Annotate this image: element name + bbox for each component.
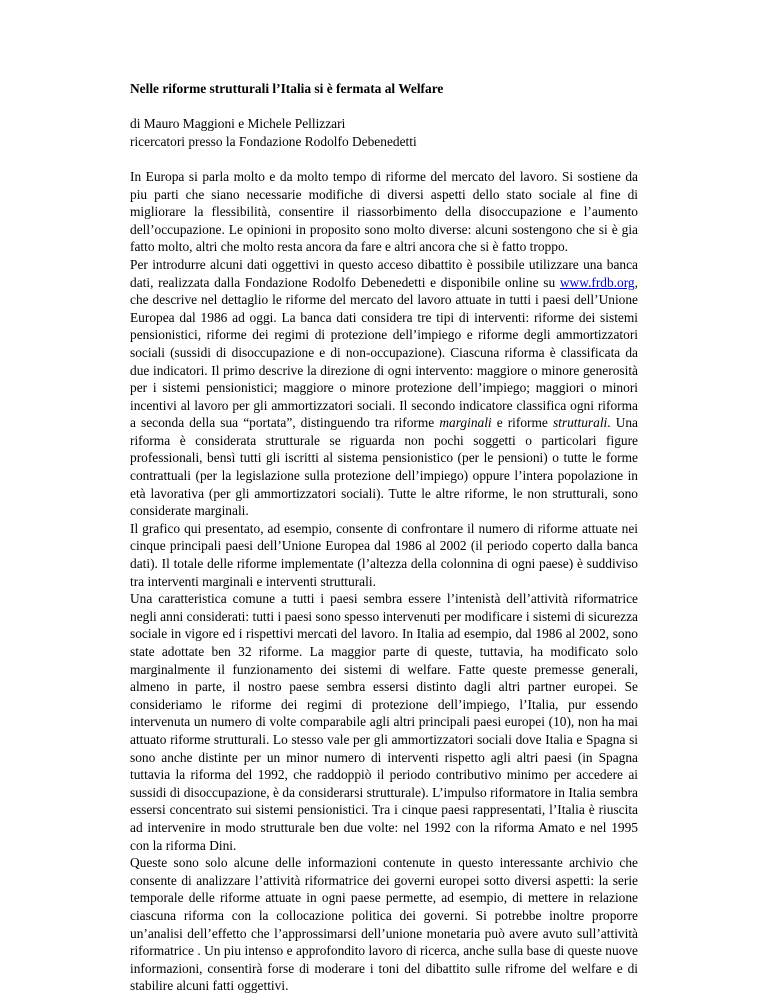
term-strutturali: strutturali xyxy=(552,415,608,431)
byline: di Mauro Maggioni e Michele Pellizzari xyxy=(130,116,346,132)
paragraph-chart: Il grafico qui presentato, ad esempio, consente di confrontare il numero di riforme attuate nei cinque principali paesi dell’Unione Europea dal 1986 al 2002 (il periodo coperto dalla banca dati). Il totale delle riforme implementate (l’altezza della colonnina di ogni paese) è suddiviso tra interventi marginali e interventi strutturali. xyxy=(130,520,638,589)
frdb-link[interactable]: www.frdb.org xyxy=(559,274,635,290)
term-marginali: marginali xyxy=(439,415,492,431)
author-block xyxy=(130,115,638,150)
paragraph-database xyxy=(130,256,638,520)
paragraph-database-text-d: . Una riforma è considerata strutturale se riguarda non pochi soggetti o particolari figure professionali, bensì tutti gli iscritti al sistema pensionistico (per le pensioni) o tutte le forme contrattuali (per la legislazione sulla protezione dell’impiego) oppure l’intera popolazione in età lavorativa (per gli ammortizzatori sociali). Tutte le altre riforme, le non strutturali, sono considerate marginali. xyxy=(130,415,639,519)
paragraph-conclusion: Queste sono solo alcune delle informazioni contenute in questo interessante archivio che consente di analizzare l’attività riformatrice dei governi europei sotto diversi aspetti: la serie temporale delle riforme attuate in ogni paese permette, ad esempio, di mettere in relazione ciascuna riforma con la collocazione politica dei governi. Si potrebbe inoltre proporre un’analisi dell’effetto che l’approssimarsi dell’unione monetaria può avere avuto sull’attività riformatrice . Un piu intenso e approfondito lavoro di ricerca, anche sulla base di queste nuove informazioni, consentirà forse di moderare i toni del dibattito sulle rifrome del welfare e di stabilire alcuni fatti oggettivi. xyxy=(130,855,638,994)
affiliation: ricercatori presso la Fondazione Rodolfo Debenedetti xyxy=(130,133,417,149)
paragraph-intro: In Europa si parla molto e da molto tempo di riforme del mercato del lavoro. Si sostiene da piu parti che siano necessarie modifiche di diversi aspetti dello stato sociale al fine di migliorare la flessibilità, consentire il riassorbimento della disoccupazione e l’aumento dell’occupazione. Le opinioni in proposito sono molto diverse: alcuni sostengono che si è gia fatto molto, altri che molto resta ancora da fare e altri ancora che si è fatto troppo. xyxy=(130,168,638,255)
document-page xyxy=(130,80,638,995)
paragraph-analysis: Una caratteristica comune a tutti i paesi sembra essere l’intenistà dell’attività riformatrice negli anni considerati: tutti i paesi sono spesso intervenuti per modificare i sistemi di sicurezza sociale in vigore ed i rispettivi mercati del lavoro. In Italia ad esempio, dal 1986 al 2002, sono state adottate ben 32 riforme. La maggior parte di queste, tuttavia, ha modificato solo marginalmente il funzionamento dei sistemi di welfare. Fatte queste premesse generali, almeno in parte, il nostro paese sembra essersi distinto dagli altri partner europei. Se consideriamo le riforme dei regimi di protezione dell’impiego, l’Italia, pur essendo intervenuta un numero di volte comparabile agli altri principali paesi europei (10), non ha mai attuato riforme strutturali. Lo stesso vale per gli ammortizzatori sociali dove Italia e Spagna si sono anche distinte per un minor numero di interventi rispetto agli altri paesi (in Spagna tuttavia la riforma del 1992, che raddoppiò il periodo contributivo minimo per accedere ai sussidi di disoccupazione, è da considerarsi strutturale). L’impulso riformatore in Italia sembra essersi concentrato sui sistemi pensionistici. Tra i cinque paesi rappresentati, l’Italia è riuscita ad intervenire in modo strutturale ben due volte: nel 1992 con la riforma Amato e nel 1995 con la riforma Dini. xyxy=(130,591,638,853)
article-title: Nelle riforme strutturali l’Italia si è fermata al Welfare xyxy=(130,81,444,96)
paragraph-database-text-b: , che descrive nel dettaglio le riforme del mercato del lavoro attuate in tutti i paesi dell’Unione Europea dal 1986 ad oggi. La banca dati considera tre tipi di interventi: riforme dei sistemi pensionistici, riforme dei regimi di protezione dell’impiego e riforme degli ammortizzatori sociali (sussidi di disoccupazione e di non-occupazione). Ciascuna riforma è classificata da due indicatori. Il primo descrive la direzione di ogni intervento: maggiore o minore generosità per i sistemi pensionistici; maggiore o minore protezione dell’impiego; maggiori o minori incentivi al lavoro per gli ammortizzatori sociali. Il secondo indicatore classifica ogni riforma a seconda della sua “portata”, distinguendo tra riforme xyxy=(130,274,638,431)
paragraph-database-text-a: Per introdurre alcuni dati oggettivi in questo acceso dibattito è possibile utilizzare una banca dati, realizzata dalla Fondazione Rodolfo Debenedetti e disponibile online su xyxy=(130,256,638,290)
paragraph-database-text-c: e riforme xyxy=(491,415,553,431)
